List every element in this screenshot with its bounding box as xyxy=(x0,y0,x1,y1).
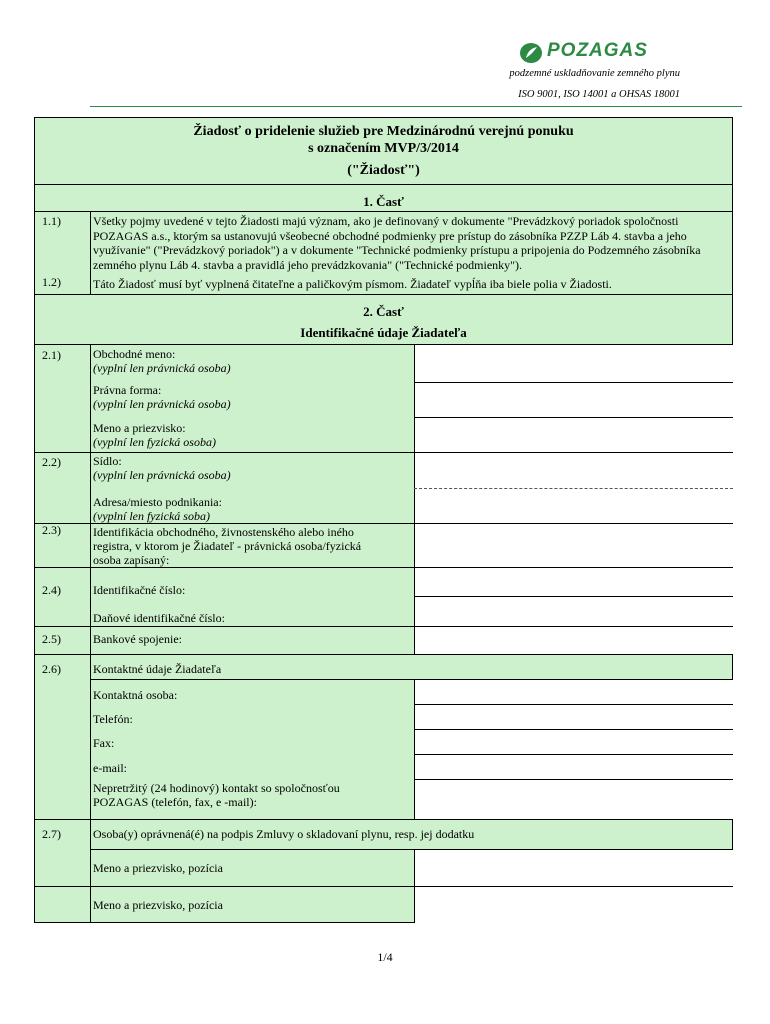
pravna-forma-field[interactable] xyxy=(414,382,733,417)
divider xyxy=(34,819,733,820)
divider xyxy=(414,417,733,418)
field-label: POZAGAS (telefón, fax, e -mail): xyxy=(93,795,257,809)
field-note: (vyplní len právnická osoba) xyxy=(93,468,231,482)
field-note: (vyplní len právnická osoba) xyxy=(93,397,231,411)
obchodne-meno-field[interactable] xyxy=(414,345,733,382)
field-label: Adresa/miesto podnikania: xyxy=(93,495,222,509)
section-number: 2.6) xyxy=(42,662,61,676)
divider xyxy=(34,294,733,295)
field-note: (vyplní len fyzická osoba) xyxy=(93,435,216,449)
field-label: Identifikačné číslo: xyxy=(93,583,186,597)
field-label: Meno a priezvisko, pozícia xyxy=(93,898,223,912)
field-label: Právna forma: xyxy=(93,383,162,397)
divider xyxy=(34,211,733,212)
iso-certifications: ISO 9001, ISO 14001 a OHSAS 18001 xyxy=(518,89,680,100)
field-note: (vyplní len fyzická soba) xyxy=(93,509,210,523)
field-label: Fax: xyxy=(93,736,115,750)
field-label: Kontaktná osoba: xyxy=(93,688,178,702)
divider xyxy=(34,626,733,627)
section-number: 2.4) xyxy=(42,583,61,597)
divider xyxy=(34,654,733,655)
signatory-2-field[interactable] xyxy=(414,886,733,923)
page-number: 1/4 xyxy=(377,950,393,964)
nonstop-contact-field[interactable] xyxy=(414,779,733,819)
field-label: Meno a priezvisko, pozícia xyxy=(93,861,223,875)
field-label: osoba zapísaný: xyxy=(93,553,170,567)
sidlo-field[interactable] xyxy=(414,452,733,488)
divider xyxy=(34,452,733,453)
divider xyxy=(90,211,91,294)
field-label: Sídlo: xyxy=(93,454,122,468)
telefon-field[interactable] xyxy=(414,704,733,729)
field-label: Nepretržitý (24 hodinový) kontakt so spoločnosťou xyxy=(93,781,340,795)
divider xyxy=(34,886,733,887)
divider xyxy=(414,596,733,597)
ico-field[interactable] xyxy=(414,567,733,596)
part2-subheading: Identifikačné údaje Žiadateľa xyxy=(300,325,467,340)
form-title-line3: ("Žiadosť") xyxy=(347,163,420,178)
pozagas-flame-icon xyxy=(519,42,545,64)
divider xyxy=(34,184,733,185)
section-number: 2.1) xyxy=(42,348,61,362)
divider xyxy=(34,523,733,524)
logo-text: POZAGAS xyxy=(547,40,648,61)
meno-priezvisko-field[interactable] xyxy=(414,417,733,452)
field-label: Identifikácia obchodného, živnostenského alebo iného xyxy=(93,525,354,539)
divider xyxy=(34,567,733,568)
field-label: Meno a priezvisko: xyxy=(93,421,186,435)
divider xyxy=(414,488,733,489)
item-number: 1.1) xyxy=(42,214,61,228)
field-label: registra, v ktorom je Žiadateľ - právnická osoba/fyzická xyxy=(93,539,362,553)
register-field[interactable] xyxy=(414,523,733,567)
field-label: Obchodné meno: xyxy=(93,347,176,361)
part2-heading: 2. Časť xyxy=(363,304,404,319)
field-label: Daňové identifikačné číslo: xyxy=(93,611,225,625)
field-label: Bankové spojenie: xyxy=(93,632,182,646)
divider xyxy=(414,382,733,383)
company-subtitle: podzemné uskladňovanie zemného plynu xyxy=(509,68,680,79)
divider xyxy=(414,729,733,730)
divider xyxy=(90,849,733,850)
form-title-line2: s označením MVP/3/2014 xyxy=(308,141,459,156)
field-label: Kontaktné údaje Žiadateľa xyxy=(93,662,222,676)
field-label: e-mail: xyxy=(93,761,127,775)
form-title-line1: Žiadosť o pridelenie služieb pre Medzinárodnú verejnú ponuku xyxy=(193,124,574,139)
item-number: 1.2) xyxy=(42,275,61,289)
dic-field[interactable] xyxy=(414,596,733,626)
item-text: Táto Žiadosť musí byť vyplnená čitateľne a paličkovým písmom. Žiadateľ vypĺňa iba biele polia v Žiadosti. xyxy=(93,277,612,291)
field-label: Osoba(y) oprávnená(é) na podpis Zmluvy o skladovaní plynu, resp. jej dodatku xyxy=(93,827,475,841)
divider xyxy=(414,704,733,705)
item-text: Všetky pojmy uvedené v tejto Žiadosti majú význam, ako je definovaný v dokumente "Prevádzkový poriadok spoločnosti POZAGAS a.s., ktorým sa ustanovujú všeobecné obchodné podmienky pre prístup do zásobníka PZZP Láb 4. stavba a jeho využívanie" ("Prevádzkový poriadok") a v dokumente "Technické podmienky prístupu a pripojenia do Podzemného zásobníka zemného plynu Láb 4. stavba a pravidlá jeho prevádzkovania" ("Technické podmienky"). xyxy=(93,214,701,272)
field-label: Telefón: xyxy=(93,712,133,726)
divider xyxy=(414,754,733,755)
section-number: 2.7) xyxy=(42,827,61,841)
divider xyxy=(90,344,91,923)
bank-field[interactable] xyxy=(414,626,733,654)
email-field[interactable] xyxy=(414,754,733,779)
field-note: (vyplní len právnická osoba) xyxy=(93,361,231,375)
kontaktna-osoba-field[interactable] xyxy=(414,679,733,704)
adresa-field[interactable] xyxy=(414,488,733,523)
section-number: 2.2) xyxy=(42,455,61,469)
divider xyxy=(90,679,733,680)
header-divider xyxy=(90,106,742,107)
section-number: 2.3) xyxy=(42,523,61,537)
divider xyxy=(414,779,733,780)
section-number: 2.5) xyxy=(42,632,61,646)
fax-field[interactable] xyxy=(414,729,733,754)
signatory-1-field[interactable] xyxy=(414,849,733,886)
part1-heading: 1. Časť xyxy=(363,194,404,209)
